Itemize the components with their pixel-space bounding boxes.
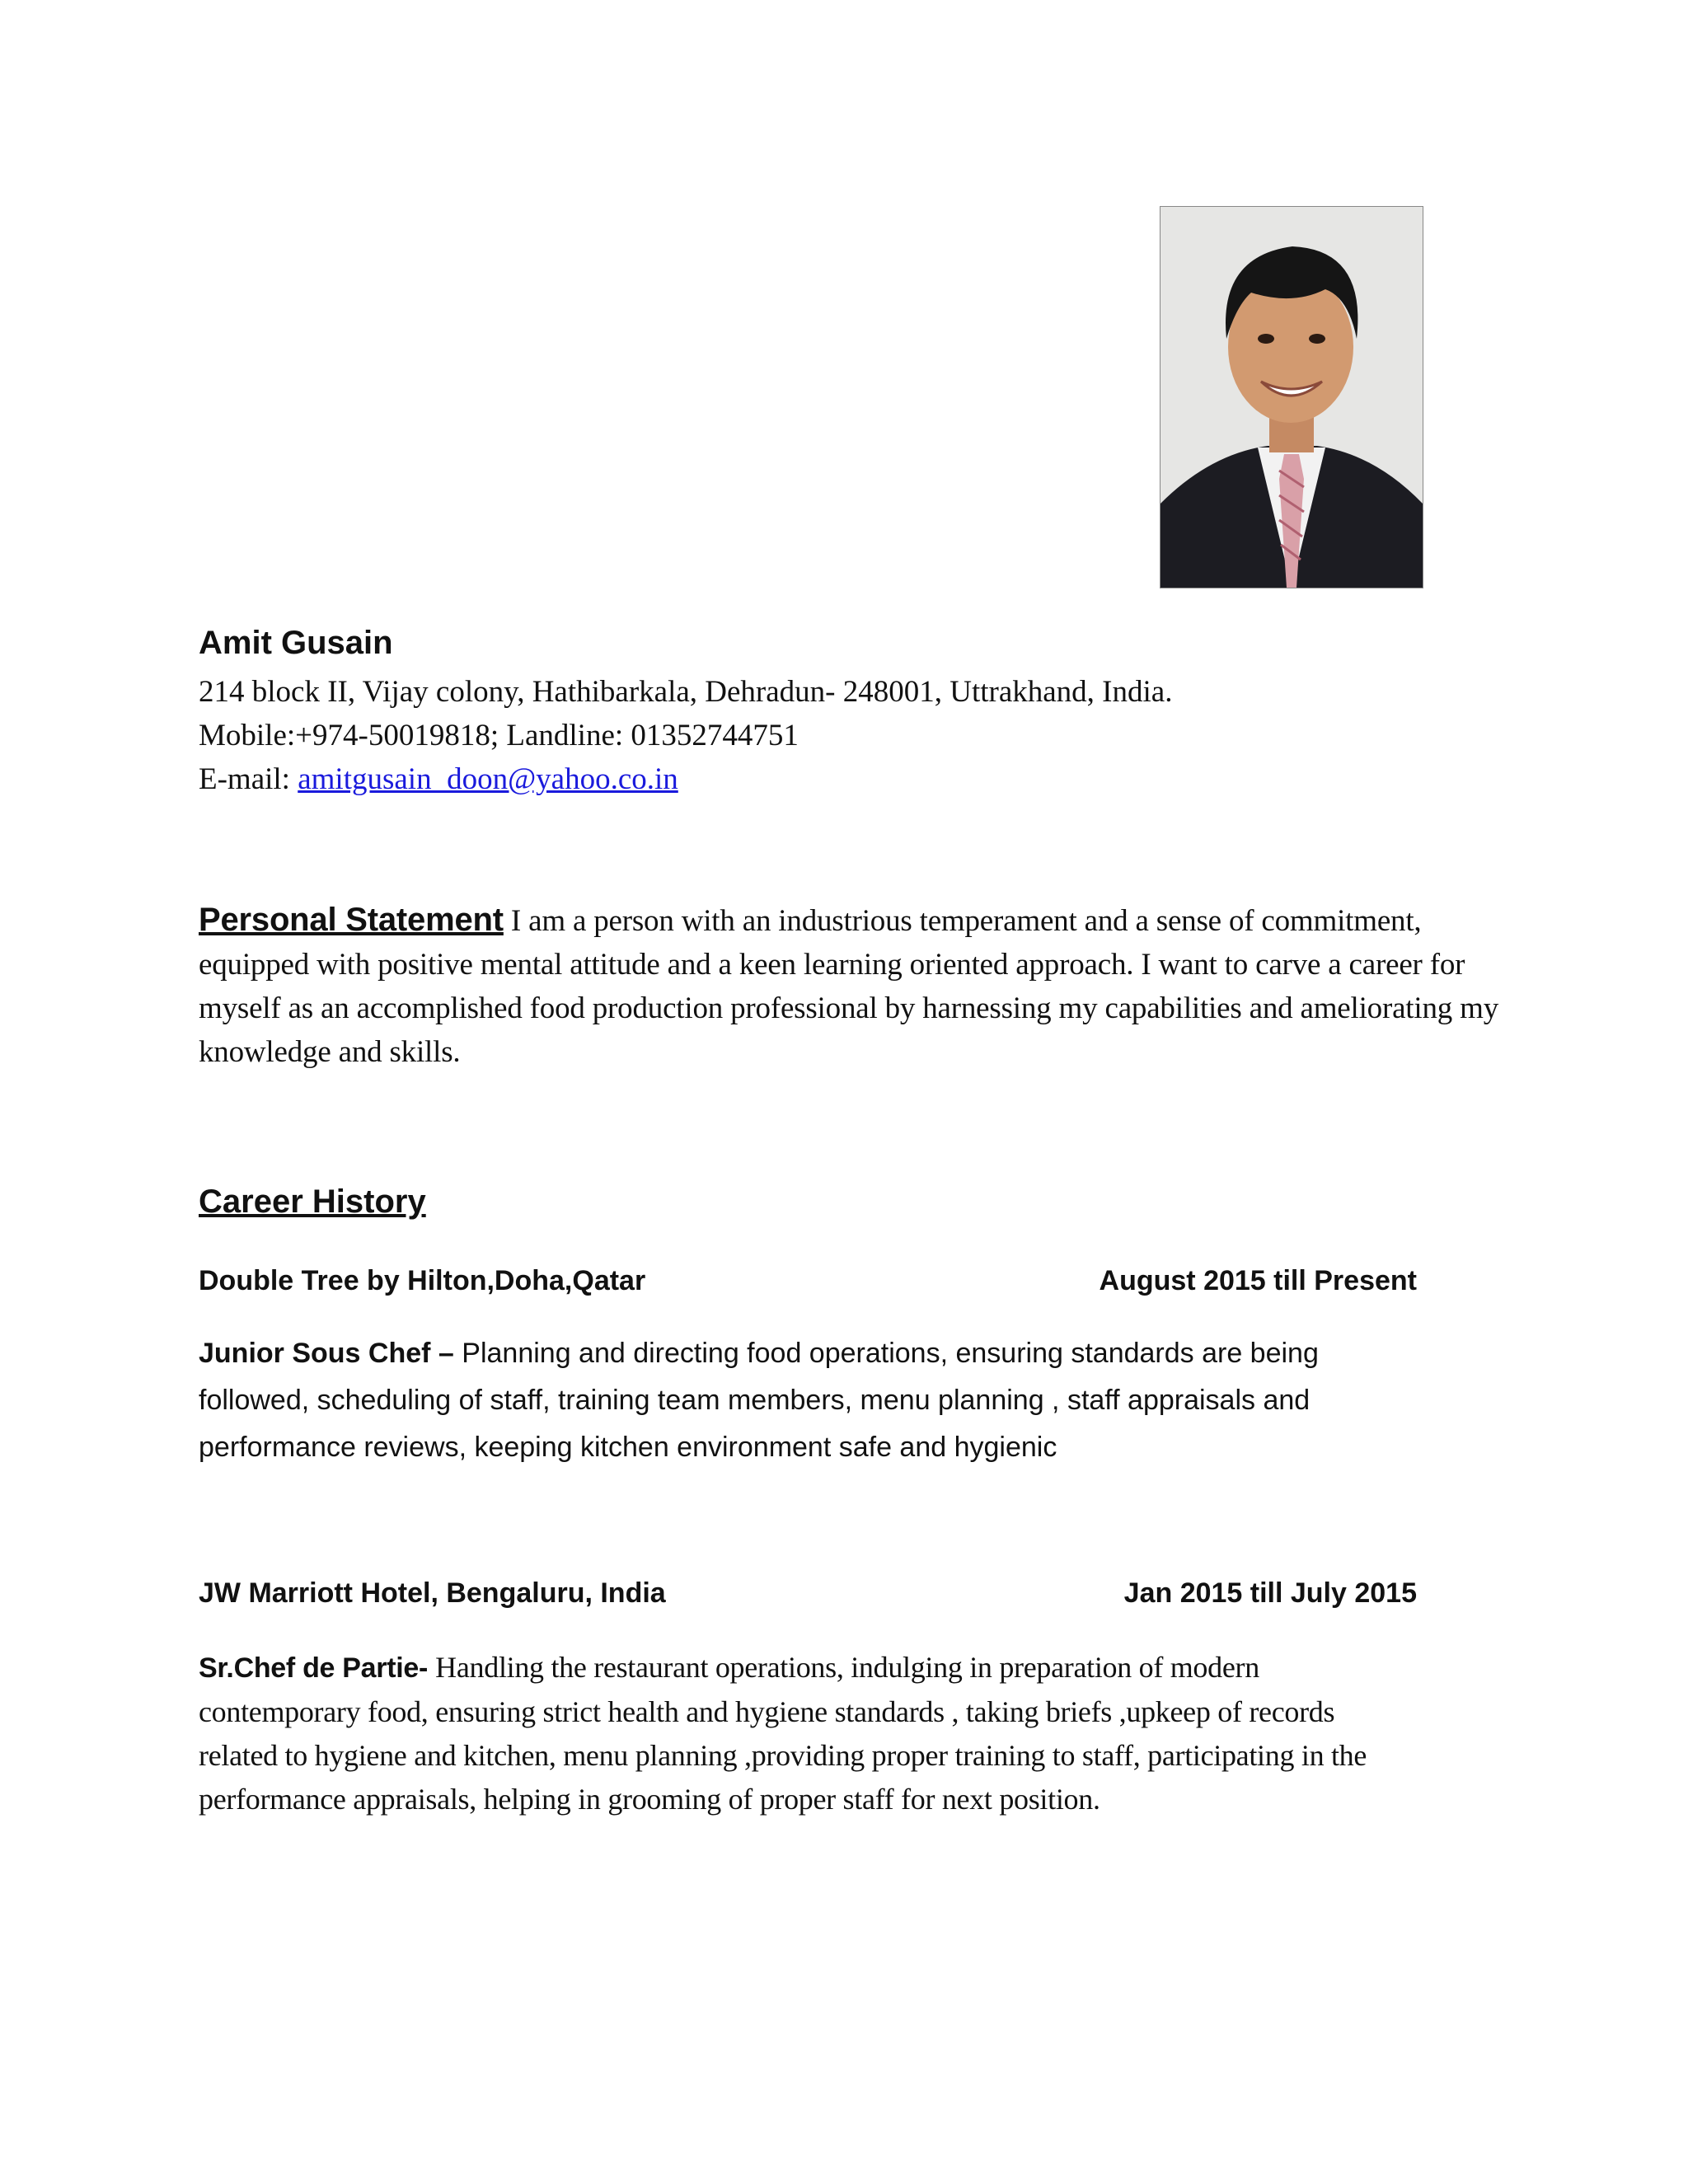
personal-statement-text: I am a person with an industrious temperament and a sense of commitment, equipped with positive mental attitude and a keen learning oriented approach. I want to carve a career for myself as an accomplished food production professional by harnessing my capabilities and ameliorating my knowledge and skills. (199, 904, 1498, 1069)
job-description-text: Handling the restaurant operations, indulging in preparation of modern contemporary food, ensuring strict health and hygiene standards , taking briefs ,upkeep of records related to hygiene and kitchen, menu planning ,providing proper training to staff, participating in the performance appraisals, helping in grooming of proper staff for next position. (199, 1651, 1367, 1816)
job-role: Sr.Chef de Partie- (199, 1652, 436, 1684)
job-header (199, 1265, 1417, 1297)
job-role: Junior Sous Chef – (199, 1338, 462, 1369)
phone-line: Mobile:+974-50019818; Landline: 01352744751 (199, 719, 799, 752)
job-dates: August 2015 till Present (1099, 1265, 1417, 1296)
job-description (199, 1646, 1418, 1821)
address-line: 214 block II, Vijay colony, Hathibarkala, Dehradun- 248001, Uttrakhand, India. (199, 675, 1173, 709)
profile-photo (1160, 206, 1423, 588)
portrait-photo-icon (1160, 207, 1423, 588)
job-dates: Jan 2015 till July 2015 (1123, 1577, 1417, 1609)
career-history-heading: Career History (199, 1183, 426, 1220)
job-description-text: Planning and directing food operations, ensuring standards are being followed, scheduling of staff, training team members, menu planning , staff appraisals and performance reviews, keeping kitchen environment safe and hygienic (199, 1338, 1319, 1463)
email-link[interactable]: amitgusain_doon@yahoo.co.in (298, 762, 678, 796)
candidate-name: Amit Gusain (199, 625, 393, 661)
personal-statement-heading: Personal Statement (199, 902, 504, 938)
job-employer: JW Marriott Hotel, Bengaluru, India (199, 1577, 666, 1609)
email-label: E-mail: (199, 762, 298, 796)
personal-statement (199, 898, 1501, 1074)
job-header (199, 1577, 1417, 1610)
email-line (199, 762, 678, 797)
job-employer: Double Tree by Hilton,Doha,Qatar (199, 1265, 646, 1296)
job-description (199, 1330, 1418, 1471)
